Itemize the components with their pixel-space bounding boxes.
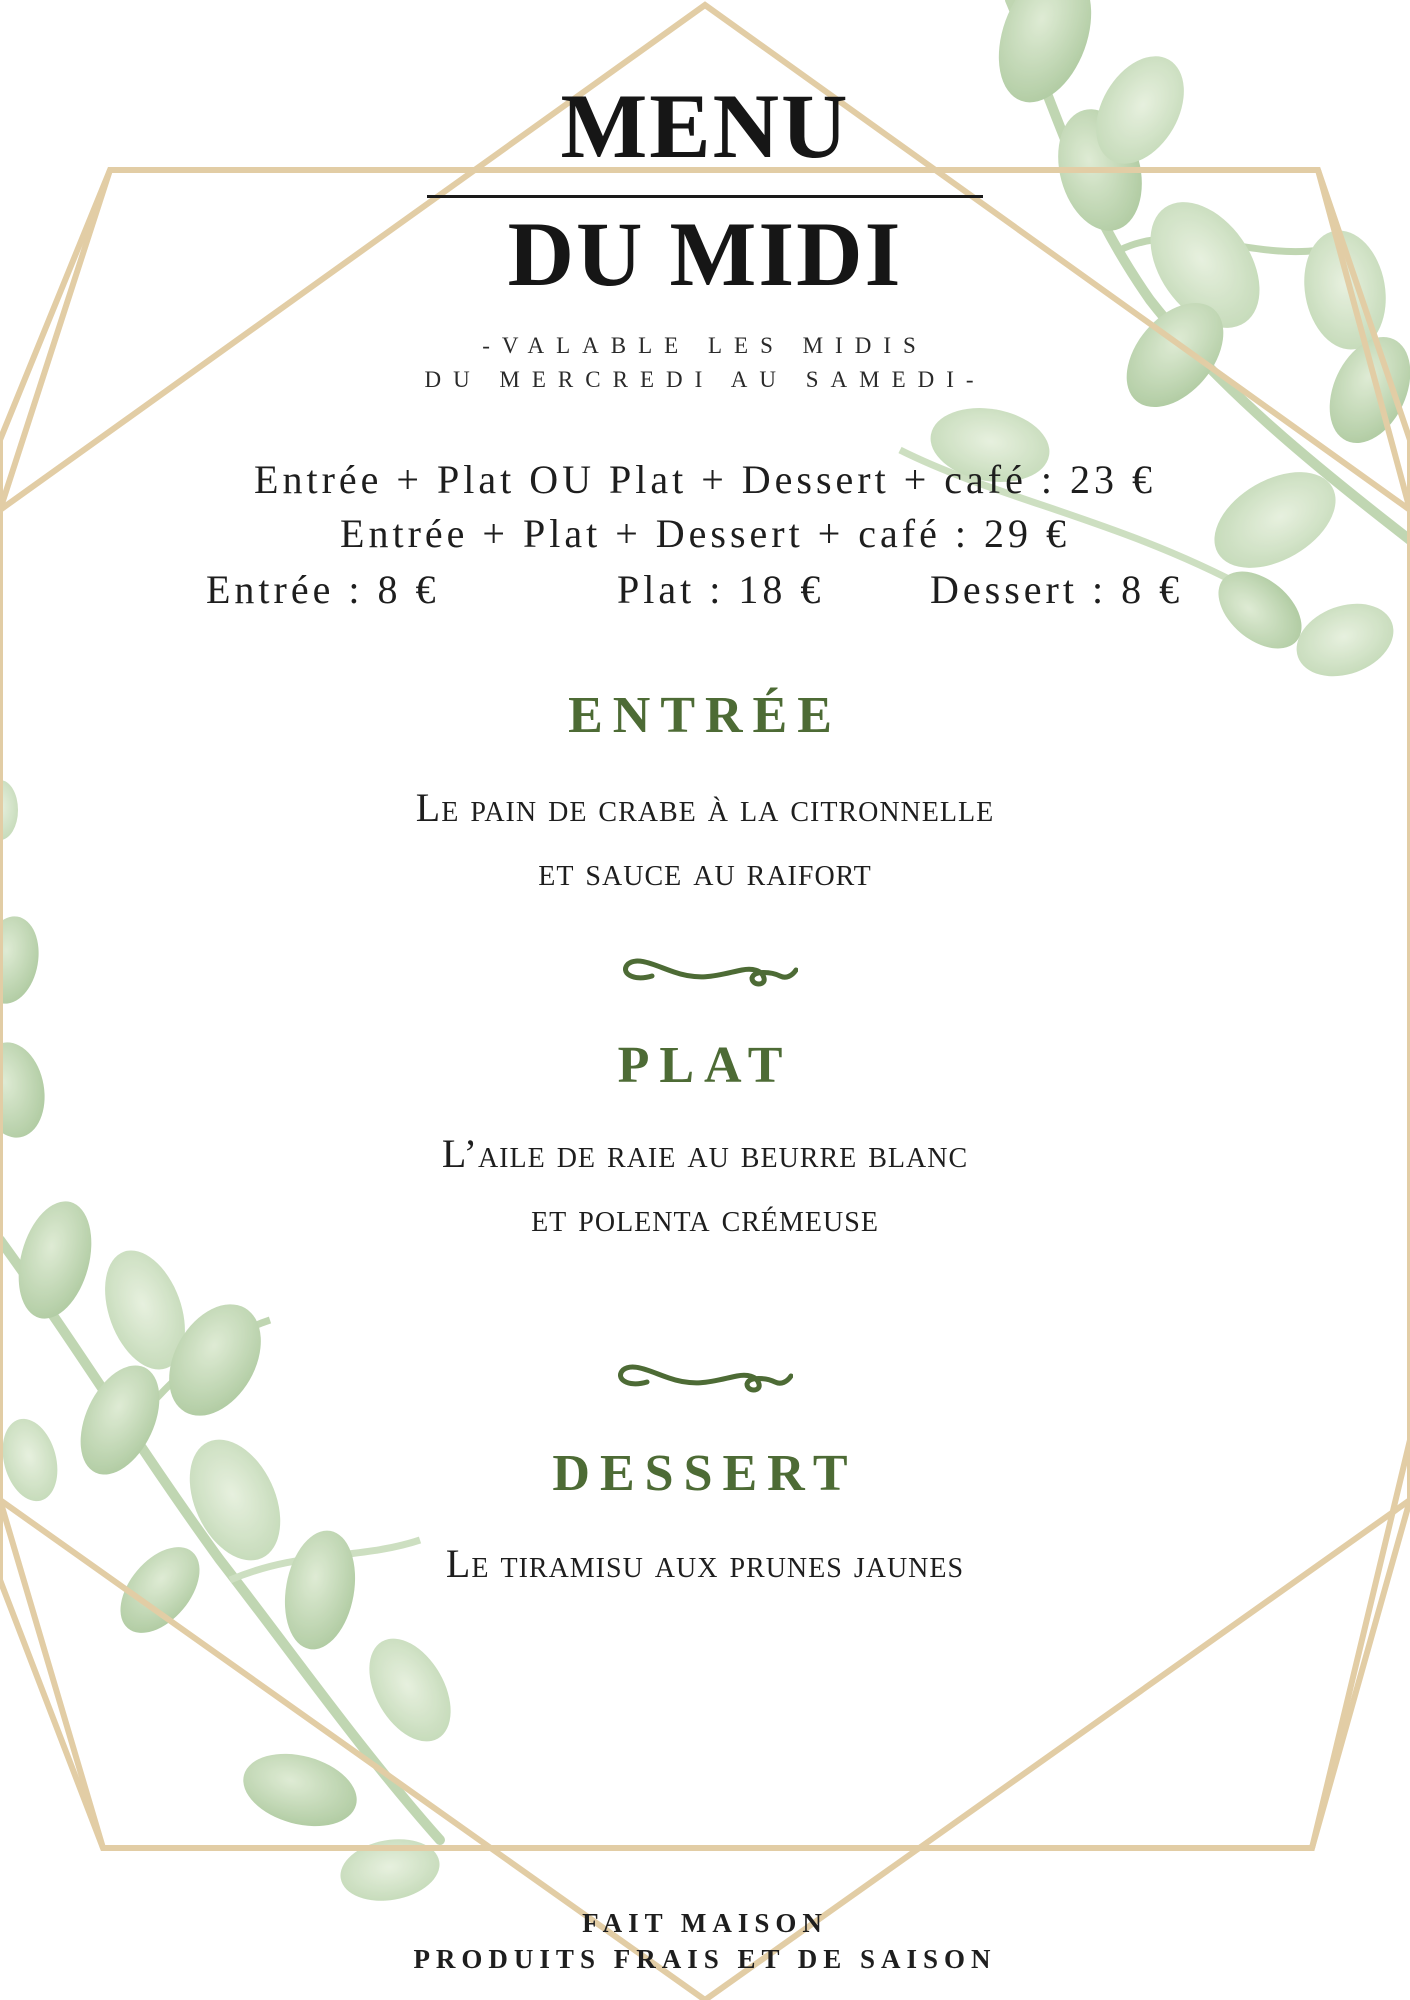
validity-line-2: DU MERCREDI AU SAMEDI-	[424, 367, 986, 392]
footer-line-1: FAIT MAISON	[582, 1908, 828, 1938]
section-title-dessert: DESSERT	[552, 1445, 858, 1502]
menu-title: MENU	[560, 75, 850, 177]
menu-subtitle: DU MIDI	[507, 203, 903, 305]
formula-line-1: Entrée + Plat OU Plat + Dessert + café : 23 €	[254, 457, 1156, 502]
section-title-plat: PLAT	[617, 1037, 793, 1094]
formula-line-2: Entrée + Plat + Dessert + café : 29 €	[340, 511, 1070, 556]
swirl-divider-icon	[612, 952, 798, 992]
price-dessert: Dessert : 8 €	[930, 567, 1184, 612]
plat-dish-line-1: L’aile de raie au beurre blanc	[441, 1131, 969, 1176]
dessert-dish-line-1: Le tiramisu aux prunes jaunes	[445, 1541, 965, 1586]
entree-dish-line-1: Le pain de crabe à la citronnelle	[415, 785, 995, 830]
title-divider-line	[427, 195, 983, 198]
section-title-entree: ENTRÉE	[568, 687, 842, 744]
price-plat: Plat : 18 €	[617, 567, 825, 612]
swirl-divider-icon	[607, 1358, 793, 1398]
price-entree: Entrée : 8 €	[206, 567, 440, 612]
plat-dish-line-2: et polenta crémeuse	[531, 1195, 879, 1240]
entree-dish-line-2: et sauce au raifort	[538, 849, 872, 894]
footer-line-2: PRODUITS FRAIS ET DE SAISON	[413, 1944, 997, 1974]
validity-line-1: -VALABLE LES MIDIS	[482, 333, 928, 358]
